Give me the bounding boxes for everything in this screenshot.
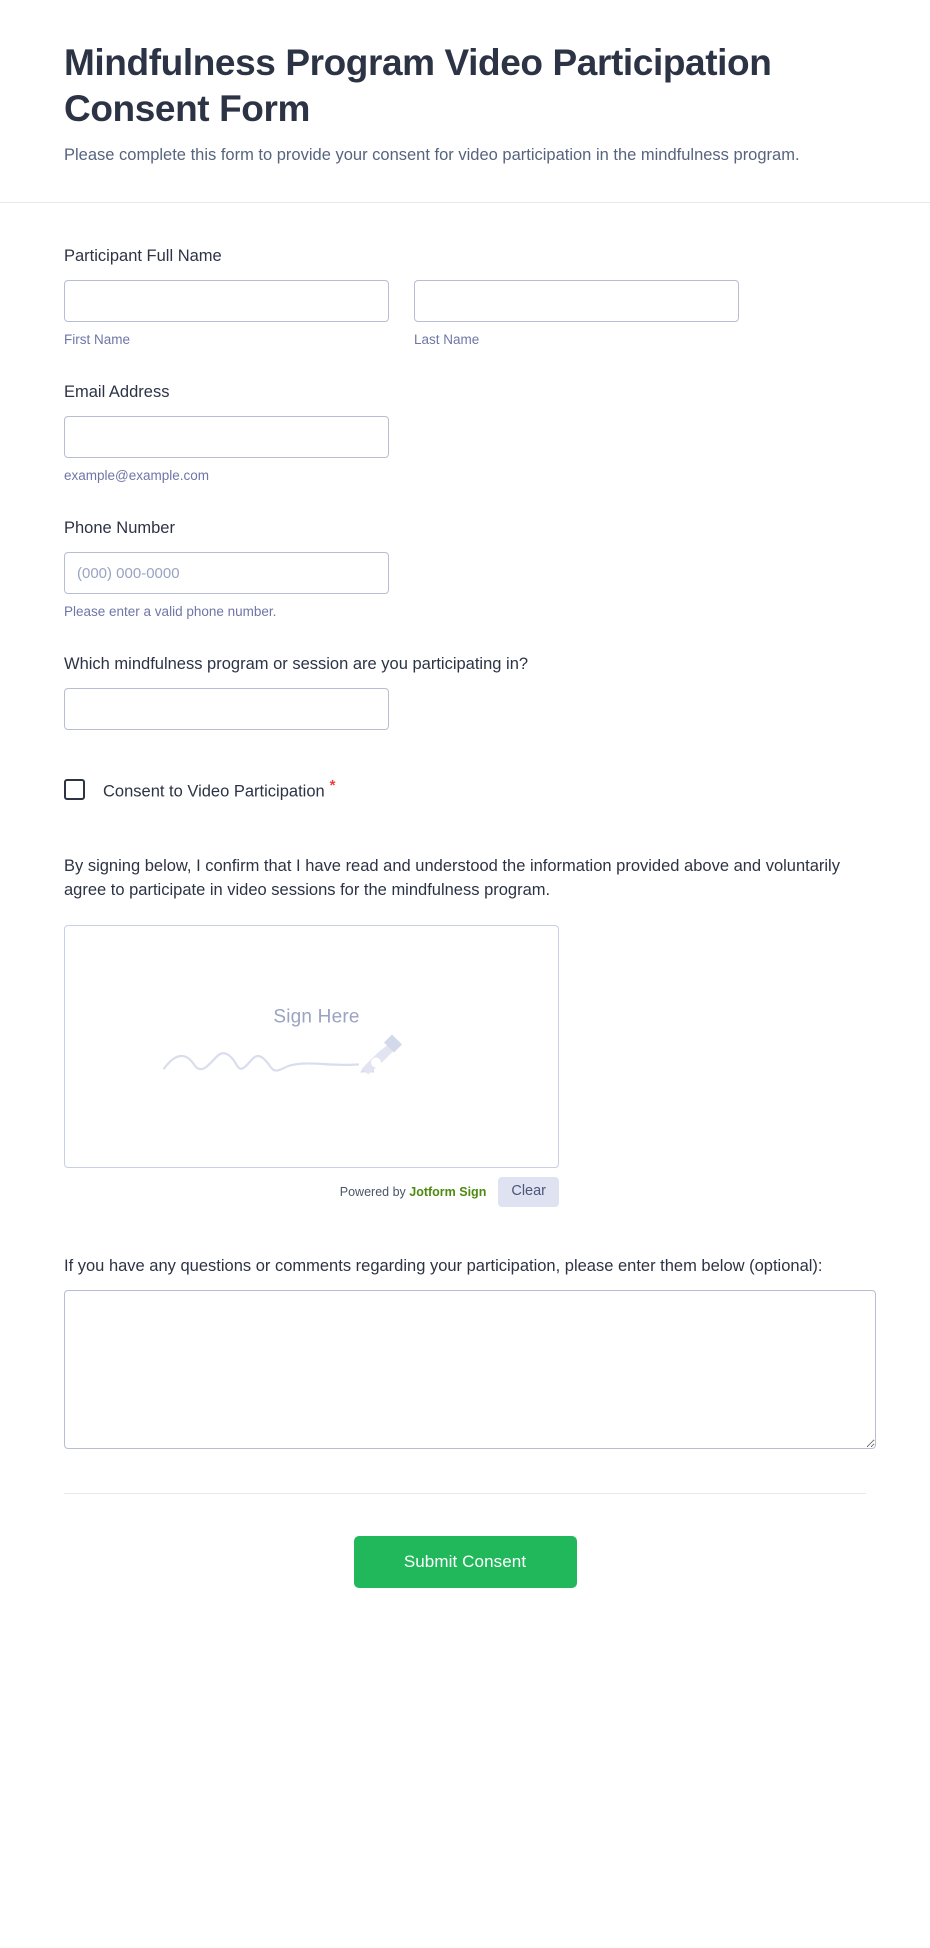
jotform-sign-brand: Jotform Sign (409, 1184, 487, 1199)
phone-number-label: Phone Number (64, 519, 175, 538)
program-session-input[interactable] (64, 688, 389, 730)
sign-here-label: Sign Here (273, 1006, 360, 1028)
signature-squiggle-icon (162, 1022, 462, 1087)
powered-by-text (340, 1185, 487, 1199)
form-footer (0, 1494, 930, 1648)
field-program-session (64, 653, 866, 730)
signature-section (64, 925, 559, 1206)
email-sublabel: example@example.com (64, 468, 210, 484)
comments-textarea[interactable] (64, 1290, 876, 1449)
last-name-input[interactable] (414, 280, 739, 322)
last-name-sublabel: Last Name (414, 332, 480, 348)
consent-checkbox-label: Consent to Video Participation (103, 782, 325, 801)
signature-pad[interactable] (64, 925, 559, 1168)
field-consent-checkbox[interactable] (64, 776, 866, 803)
participant-full-name-label: Participant Full Name (64, 247, 222, 266)
powered-by-prefix: Powered by (339, 1184, 410, 1199)
clear-signature-button[interactable]: Clear (498, 1177, 559, 1206)
name-row (64, 280, 866, 347)
first-name-column (64, 280, 389, 347)
page-title: Mindfulness Program Video Participation Consent Form (64, 42, 772, 130)
form-body (0, 203, 930, 1494)
signature-placeholder (65, 1006, 558, 1087)
form-header (0, 0, 930, 202)
field-participant-full-name (64, 245, 866, 347)
email-input[interactable] (64, 416, 389, 458)
signature-statement: By signing below, I confirm that I have read and understood the information provided above and voluntarily agree to participate in video sessions for the mindfulness program. (64, 857, 840, 900)
consent-checkbox[interactable] (64, 779, 85, 800)
phone-input[interactable] (64, 552, 389, 594)
first-name-input[interactable] (64, 280, 389, 322)
first-name-sublabel: First Name (64, 332, 131, 348)
signature-footer (64, 1177, 559, 1206)
form-subtitle: Please complete this form to provide your consent for video participation in the mindfulness program. (64, 145, 800, 164)
program-session-label: Which mindfulness program or session are you participating in? (64, 655, 529, 674)
email-address-label: Email Address (64, 383, 170, 402)
submit-consent-button[interactable]: Submit Consent (354, 1536, 577, 1588)
last-name-column (414, 280, 739, 347)
field-comments (64, 1255, 866, 1449)
field-email-address (64, 381, 866, 483)
required-asterisk: * (329, 777, 336, 795)
field-phone-number (64, 517, 866, 619)
comments-label: If you have any questions or comments regarding your participation, please enter them below (optional): (64, 1256, 823, 1275)
consent-checkbox-label-wrap (103, 776, 336, 803)
phone-sublabel: Please enter a valid phone number. (64, 604, 277, 620)
